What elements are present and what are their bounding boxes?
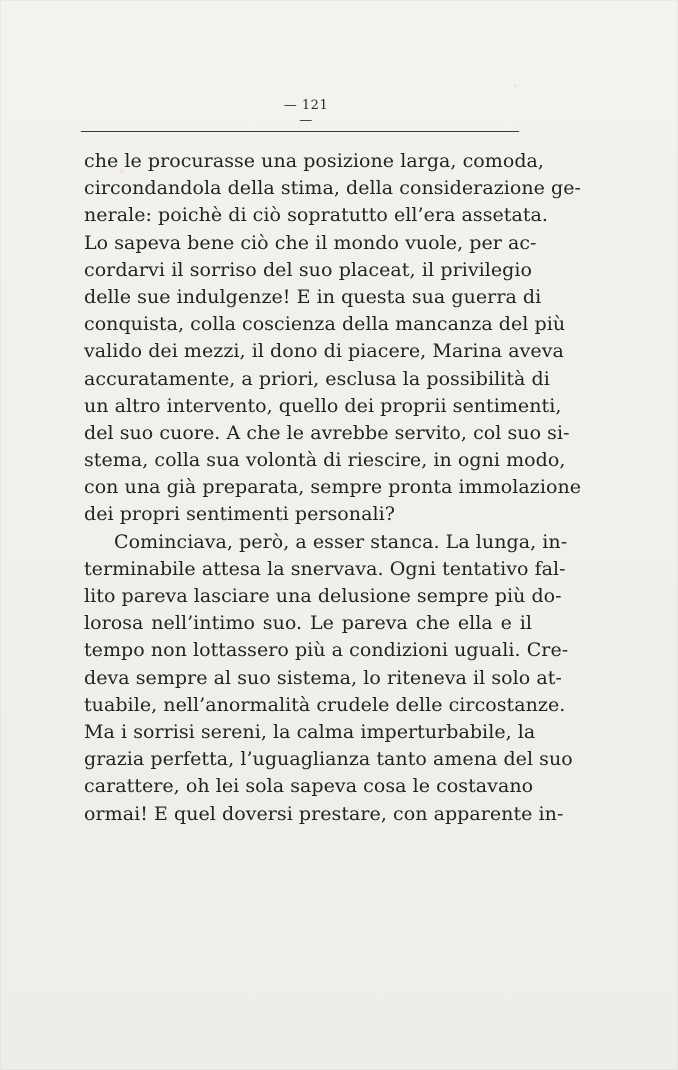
text-line-13: con una già preparata, sempre pronta immolazione: [84, 476, 582, 499]
page-number: — 121 —: [283, 98, 329, 128]
text-line-20: deva sempre al suo sistema, lo riteneva il solo at-: [84, 666, 562, 689]
text-line-1: che le procurasse una posizione larga, comoda,: [84, 150, 545, 172]
text-line-11: del suo cuore. A che le avrebbe servito, col suo si-: [84, 421, 570, 444]
text-line-7: conquista, colla coscienza della mancanza del più: [84, 313, 566, 336]
text-line-24: carattere, oh lei sola sapeva cosa le costavano: [84, 775, 534, 798]
page-text: [84, 148, 582, 828]
text-line-6: delle sue indulgenze! E in questa sua guerra di: [84, 285, 542, 308]
text-line-12: stema, colla sua volontà di riescire, in ogni modo,: [84, 449, 566, 472]
text-line-21: tuabile, nell’anormalità crudele delle circostanze.: [84, 693, 566, 716]
text-line-2: circondandola della stima, della considerazione ge-: [84, 177, 582, 200]
text-line-17: lito pareva lasciare una delusione sempre più do-: [84, 585, 562, 607]
header-rule: [81, 131, 519, 132]
text-line-4: Lo sapeva bene ciò che il mondo vuole, per ac-: [84, 231, 537, 254]
text-line-3: nerale: poichè di ciò sopratutto ell’era assetata.: [84, 204, 549, 227]
text-line-19: tempo non lottassero più a condizioni uguali. Cre-: [84, 639, 569, 662]
text-line-14: dei propri sentimenti personali?: [84, 503, 395, 526]
text-line-25: ormai! E quel doversi prestare, con apparente in-: [84, 802, 564, 825]
text-line-5: cordarvi il sorriso del suo placeat, il privilegio: [84, 258, 532, 281]
text-line-18: lorosa nell’intimo suo. Le pareva che ella e il: [84, 612, 532, 635]
text-line-22: Ma i sorrisi sereni, la calma imperturbabile, la: [84, 720, 536, 743]
text-line-8: valido dei mezzi, il dono di piacere, Marina aveva: [84, 340, 564, 363]
text-line-15: Cominciava, però, a esser stanca. La lunga, in-: [114, 530, 568, 553]
text-line-10: un altro intervento, quello dei proprii sentimenti,: [84, 394, 562, 417]
text-line-16: terminabile attesa la snervava. Ogni tentativo fal-: [84, 557, 566, 580]
text-line-9: accuratamente, a priori, esclusa la possibilità di: [84, 367, 550, 390]
text-line-23: grazia perfetta, l’uguaglianza tanto amena del suo: [84, 748, 573, 771]
